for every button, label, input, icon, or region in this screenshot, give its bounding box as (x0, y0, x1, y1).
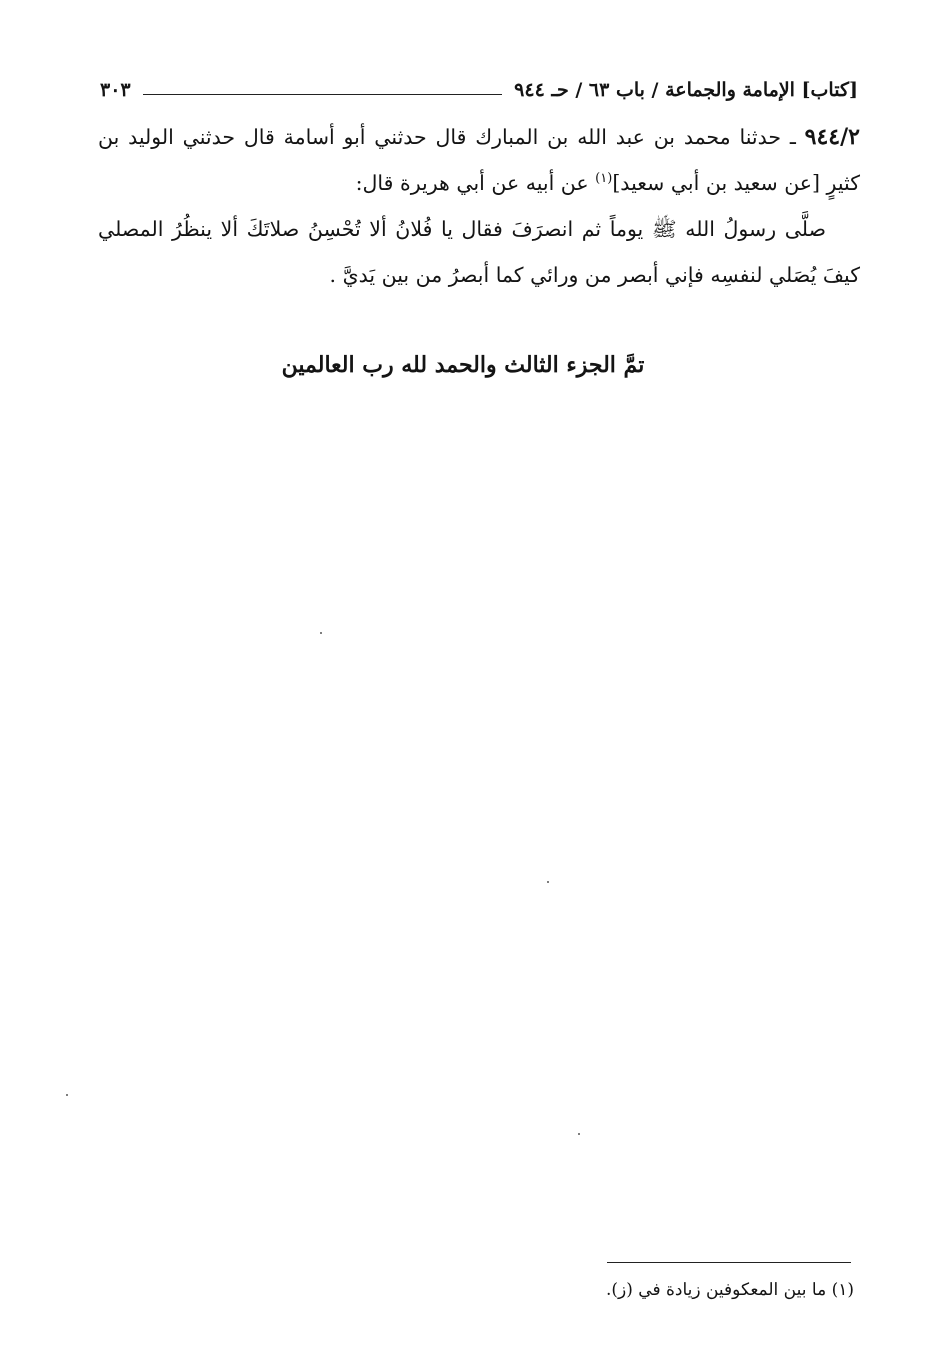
hadith-number: ٩٤٤/٢ (804, 124, 860, 150)
page-number: ٣٠٣ (100, 79, 131, 101)
header-title: [كتاب] الإمامة والجماعة / باب ٦٣ / حـ ٩٤٤ (514, 79, 858, 101)
footnote-separator (607, 1262, 851, 1263)
running-header (100, 72, 858, 108)
volume-closing-line: تمَّ الجزء الثالث والحمد لله رب العالمين (281, 352, 645, 378)
header-rule (143, 94, 503, 95)
scan-speck (320, 632, 322, 634)
hadith-dash: ـ (789, 125, 796, 149)
scan-speck (578, 1133, 580, 1135)
footnote-reference[interactable]: (١) (595, 171, 613, 187)
hadith-chain-part1: حدثنا محمد بن عبد الله بن المبارك قال حدثني أبو أسامة قال حدثني الوليد بن كثيرٍ [عن سعيد بن أبي سعيد] (98, 125, 860, 195)
scan-speck (66, 1094, 68, 1096)
footnote: (١) ما بين المعكوفين زيادة في (ز). (606, 1280, 854, 1300)
hadith-text-paragraph: صلَّى رسولُ الله ﷺ يوماً ثم انصرَفَ فقال يا فُلانُ ألا تُحْسِنُ صلاتَكَ ألا ينظُرُ المصلي كيفَ يُصَلي لنفسِه فإني أبصر من ورائي كما أبصرُ من بين يَديَّ . (98, 217, 860, 287)
hadith-intro-paragraph (98, 114, 860, 206)
scan-speck (547, 881, 549, 883)
hadith-body (98, 114, 860, 298)
hadith-chain-part2: عن أبيه عن أبي هريرة قال: (355, 171, 596, 195)
